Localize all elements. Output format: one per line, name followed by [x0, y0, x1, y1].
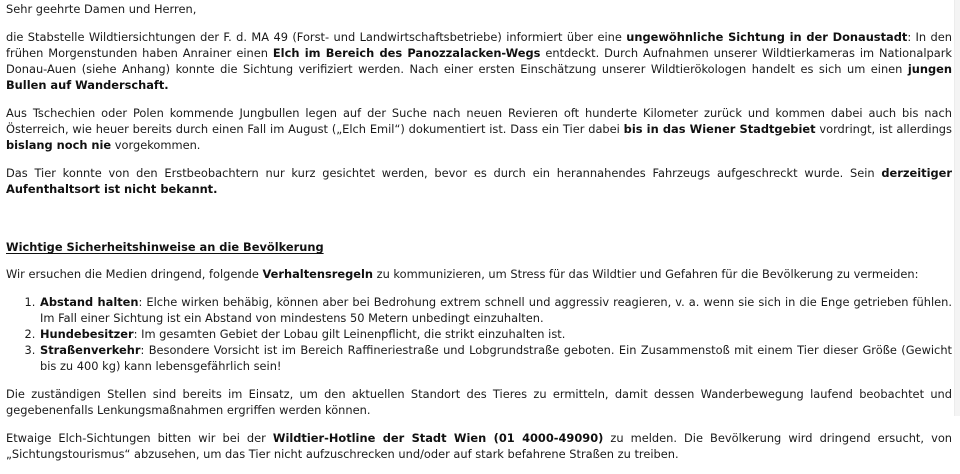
paragraph-media-request: [6, 266, 952, 282]
rule-text: : Besondere Vorsicht ist im Bereich Raffineriestraße und Lobgrundstraße geboten. Ein Zusammenstoß mit einem Tier dieser Größe (Gewicht bis zu 400 kg) kann lebensgefährlich sein!: [40, 343, 952, 373]
section-heading-wrapper: [6, 239, 952, 255]
rule-title: Abstand halten: [40, 295, 139, 309]
text: zu kommunizieren, um Stress für das Wildtier und Gefahren für die Bevölkerung zu vermeiden:: [372, 267, 919, 281]
section-heading: Wichtige Sicherheitshinweise an die Bevölkerung: [6, 240, 324, 254]
text: Etwaige Elch-Sichtungen bitten wir bei der: [6, 431, 273, 445]
paragraph-hotline: [6, 430, 952, 462]
text: vorgekommen.: [111, 138, 201, 152]
safety-rules-list: [6, 294, 952, 374]
emphasis-sighting: ungewöhnliche Sichtung in der Donaustadt: [626, 30, 908, 44]
emphasis-unknown-location: derzeitiger Aufenthaltsort ist nicht bekannt.: [6, 166, 952, 196]
paragraph-sighting: [6, 29, 952, 93]
text: vordringt, ist allerdings: [815, 122, 952, 136]
paragraph-authorities: Die zuständigen Stellen sind bereits im Einsatz, um den aktuellen Standort des Tieres zu ermitteln, damit dessen Wanderbewegung laufend beobachtet und gegebenenfalls Lenkungsmaßnahmen ergriffen werden können.: [6, 387, 952, 417]
emphasis-city-area: bis in das Wiener Stadtgebiet: [623, 122, 816, 136]
text: Das Tier konnte von den Erstbeobachtern nur kurz gesichtet werden, bevor es durch ein herannahendes Fahrzeugs aufgeschreckt wurde. Sein: [6, 166, 882, 180]
text: zu melden. Die Bevölkerung wird dringend ersucht, von „Sichtungstourismus“ abzusehen, um das Tier nicht aufzuschrecken und/oder auf stark befahrene Straßen zu treiben.: [6, 431, 953, 461]
emphasis-young-bull: jungen Bullen auf Wanderschaft.: [6, 62, 952, 92]
text: Wir ersuchen die Medien dringend, folgende: [6, 267, 263, 281]
scrollbar-track[interactable]: [954, 0, 960, 416]
emphasis-location: Elch im Bereich des Panozzalacken-Wegs: [272, 46, 541, 60]
paragraph-background: [6, 105, 952, 153]
list-item-rule-3: [39, 342, 952, 374]
text: entdeckt. Durch Aufnahmen unserer Wildtierkameras im Nationalpark Donau-Auen (siehe Anhang) konnte die Sichtung verifiziert werden. Nach einer ersten Einschätzung unserer Wildtierökologen handelt es sich um einen: [6, 46, 952, 76]
rule-title: Hundebesitzer: [40, 327, 134, 341]
rule-text: : Elche wirken behäbig, können aber bei Bedrohung extrem schnell und aggressiv reagieren, v. a. wenn sie sich in die Enge getrieben fühlen. Im Fall einer Sichtung ist ein Abstand von mindestens 50 Metern unbedingt einzuhalten.: [40, 295, 952, 325]
text: die Stabstelle Wildtiersichtungen der F. d. MA 49 (Forst- und Landwirtschaftsbetriebe) informiert über eine: [6, 30, 627, 44]
rule-text: : Im gesamten Gebiet der Lobau gilt Leinenpflicht, die strikt einzuhalten ist.: [133, 327, 566, 341]
greeting: Sehr geehrte Damen und Herren,: [6, 2, 197, 16]
paragraph-whereabouts: [6, 165, 952, 197]
list-item-rule-1: [39, 294, 952, 326]
emphasis-hotline: Wildtier-Hotline der Stadt Wien (01 4000-49090): [272, 431, 604, 445]
list-item-rule-2: [39, 326, 952, 342]
document-body: [6, 1, 952, 474]
text: : In den frühen Morgenstunden haben Anrainer einen: [6, 30, 952, 60]
emphasis-never-before: bislang noch nie: [6, 138, 112, 152]
text: Aus Tschechien oder Polen kommende Jungbullen legen auf der Suche nach neuen Revieren oft hunderte Kilometer zurück und kommen dabei auch bis nach Österreich, wie heuer bereits durch einen Fall im August („Elch Emil“) dokumentiert ist. Dass ein Tier dabei: [6, 106, 952, 136]
emphasis-rules: Verhaltensregeln: [262, 267, 373, 281]
rule-title: Straßenverkehr: [40, 343, 141, 357]
